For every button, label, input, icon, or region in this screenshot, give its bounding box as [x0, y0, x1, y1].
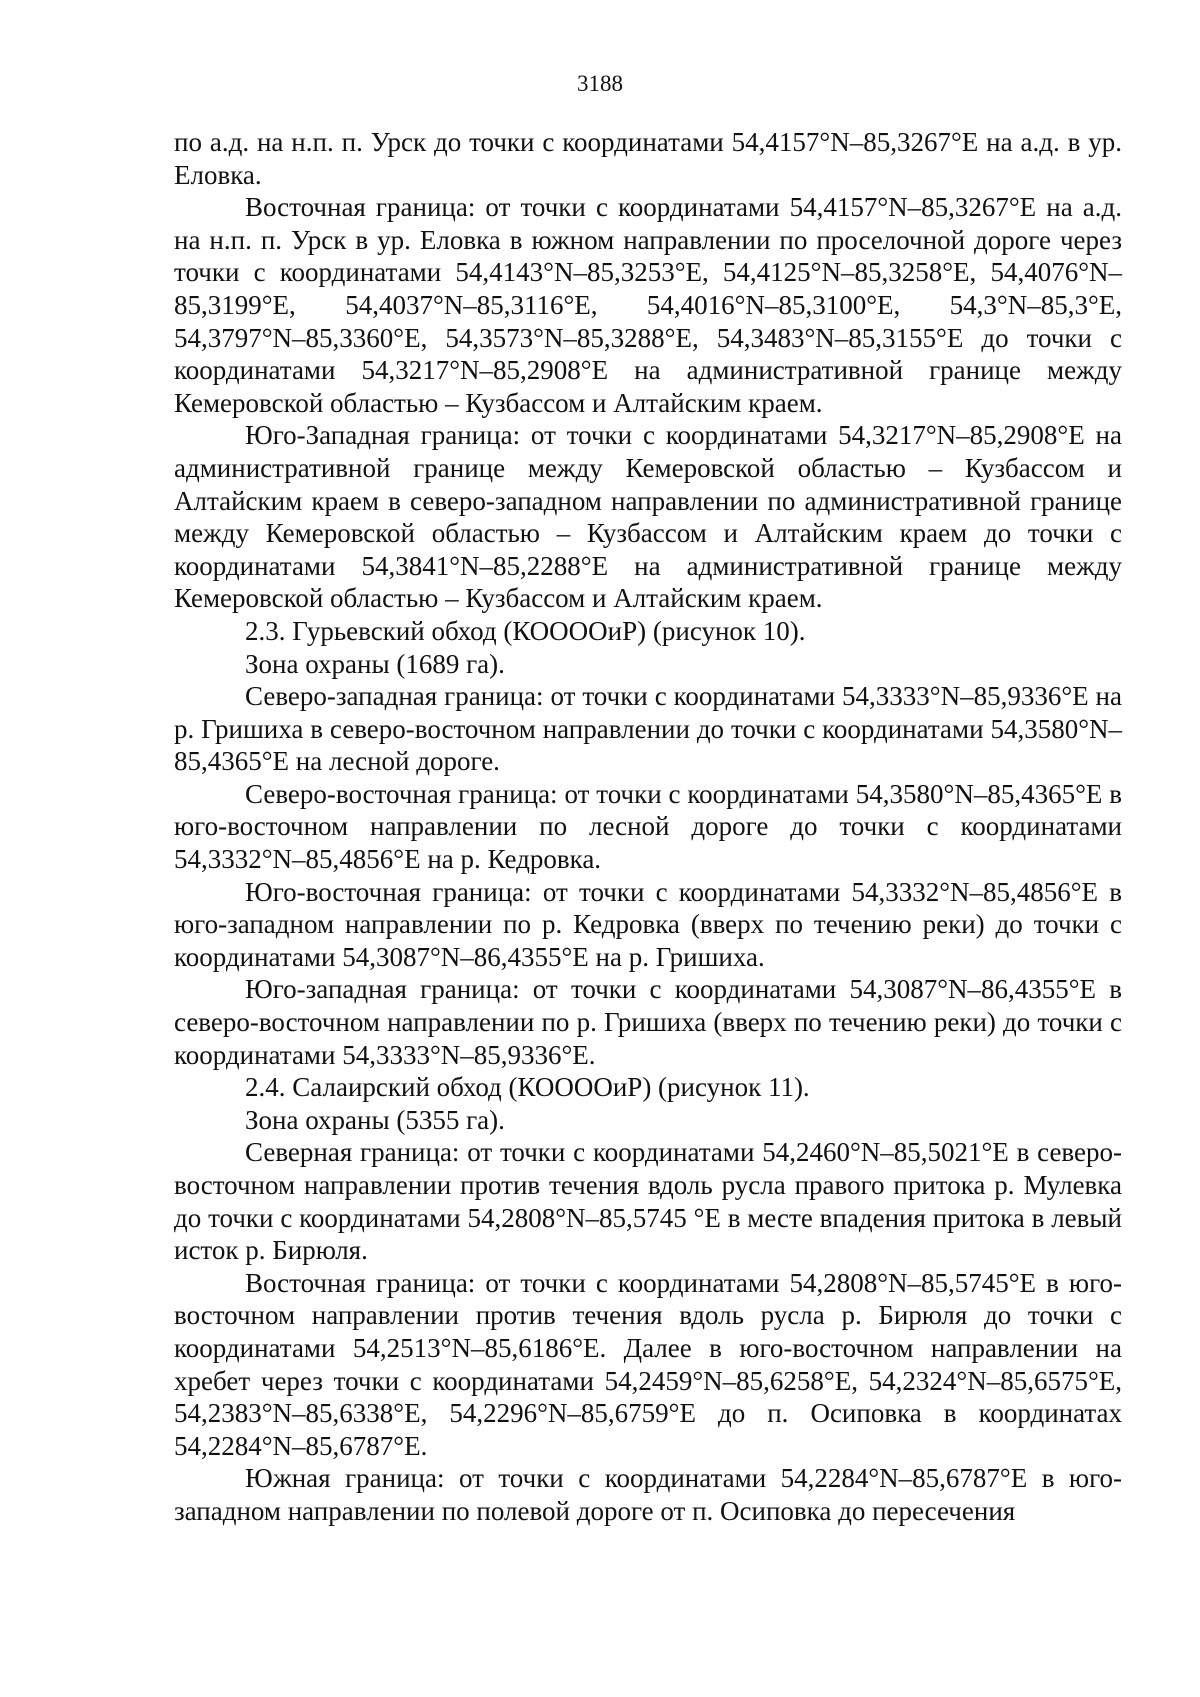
paragraph-0: по а.д. на н.п. п. Урск до точки с координатами 54,4157°N–85,3267°E на а.д. в ур. Еловка.: [174, 127, 1122, 190]
protection-zone-2-4: Зона охраны (5355 га).: [245, 1104, 505, 1135]
paragraph-northwest-border: Северо-западная граница: от точки с координатами 54,3333°N–85,9336°E на р. Гришиха в северо-восточном направлении до точки с координатами 54,3580°N–85,4365°E на лесной дороге.: [174, 681, 1122, 777]
paragraph-east-border: Восточная граница: от точки с координатами 54,4157°N–85,3267°E на а.д. на н.п. п. Урск в ур. Еловка в южном направлении по проселочной дороге через точки с координатами 54,4143°N–85,3253°E, 54,4125°N–85,3258°E, 54,4076°N–85,3199°E, 54,4037°N–85,3116°E, 54,4016°N–85,3100°E, 54,3°N–85,3°E, 54,3797°N–85,3360°E, 54,3573°N–85,3288°E, 54,3483°N–85,3155°E до точки с координатами 54,3217°N–85,2908°E на административной границе между Кемеровской областью – Кузбассом и Алтайским краем.: [174, 192, 1122, 418]
paragraph-southwest-border: Юго-Западная граница: от точки с координатами 54,3217°N–85,2908°E на административной границе между Кемеровской областью – Кузбассом и Алтайским краем в северо-западном направлении по административной границе между Кемеровской областью – Кузбассом и Алтайским краем до точки с координатами 54,3841°N–85,2288°E на административной границе между Кемеровской областью – Кузбассом и Алтайским краем.: [174, 420, 1122, 614]
protection-zone-2-3: Зона охраны (1689 га).: [245, 648, 505, 679]
paragraph-east-border-2: Восточная граница: от точки с координатами 54,2808°N–85,5745°E в юго-восточном направлении против течения вдоль русла р. Бирюля до точки с координатами 54,2513°N–85,6186°E. Далее в юго-восточном направлении на хребет через точки с координатами 54,2459°N–85,6258°E, 54,2324°N–85,6575°E, 54,2383°N–85,6338°E, 54,2296°N–85,6759°E до п. Осиповка в координатах 54,2284°N–85,6787°E.: [174, 1267, 1122, 1461]
paragraph-south-border: Южная граница: от точки с координатами 54,2284°N–85,6787°E в юго-западном направлении по полевой дороге от п. Осиповка до пересечения: [174, 1463, 1122, 1526]
paragraph-north-border: Северная граница: от точки с координатами 54,2460°N–85,5021°E в северо-восточном направлении против течения вдоль русла правого притока р. Мулевка до точки с координатами 54,2808°N–85,5745 °E в месте впадения притока в левый исток р. Бирюля.: [174, 1137, 1122, 1266]
paragraph-northeast-border: Северо-восточная граница: от точки с координатами 54,3580°N–85,4365°E в юго-восточном направлении по лесной дороге до точки с координатами 54,3332°N–85,4856°E на р. Кедровка.: [174, 778, 1122, 875]
document-body: [174, 126, 1122, 1528]
section-heading-2-3: 2.3. Гурьевский обход (КООООиР) (рисунок 10).: [245, 615, 806, 646]
page-number: 3188: [577, 71, 623, 96]
section-heading-2-4: 2.4. Салаирский обход (КООООиР) (рисунок 11).: [245, 1072, 810, 1103]
paragraph-southwest-border-2: Юго-западная граница: от точки с координатами 54,3087°N–86,4355°E в северо-восточном направлении по р. Гришиха (вверх по течению реки) до точки с координатами 54,3333°N–85,9336°E.: [174, 974, 1122, 1070]
paragraph-southeast-border: Юго-восточная граница: от точки с координатами 54,3332°N–85,4856°E в юго-западном направлении по р. Кедровка (вверх по течению реки) до точки с координатами 54,3087°N–86,4355°E на р. Гришиха.: [174, 876, 1122, 972]
